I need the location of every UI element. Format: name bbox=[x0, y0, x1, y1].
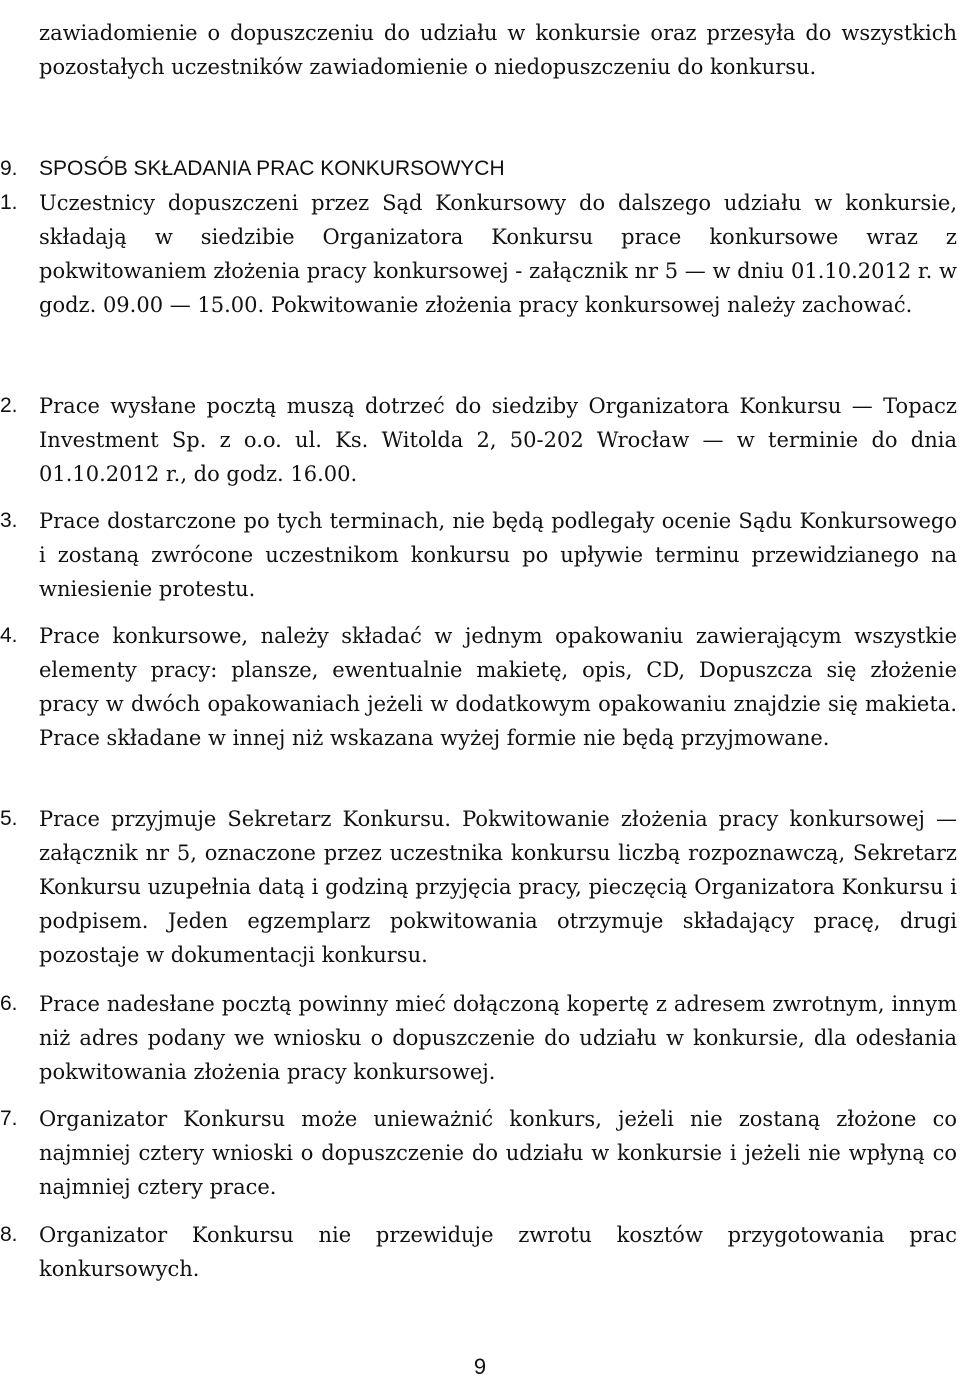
list-item-text: Organizator Konkursu nie przewiduje zwrotu kosztów przygotowania prac konkursowych. bbox=[39, 1223, 957, 1281]
list-item bbox=[0, 1218, 957, 1286]
list-item-text: Organizator Konkursu może unieważnić konkurs, jeżeli nie zostaną złożone co najmniej cztery wnioski o dopuszczenie do udziału w konkursie i jeżeli nie wpłyną co najmniej cztery prace. bbox=[39, 1107, 957, 1199]
list-item-number: 3. bbox=[0, 509, 18, 532]
list-item-text: Prace nadesłane pocztą powinny mieć dołączoną kopertę z adresem zwrotnym, innym niż adres podany we wniosku o dopuszczenie do udziału w konkursie, dla odesłania pokwitowania złożenia pracy konkursowej. bbox=[39, 992, 957, 1084]
list-item bbox=[0, 389, 957, 491]
section-number: 9. bbox=[0, 157, 18, 180]
list-item bbox=[0, 186, 957, 322]
page-number: 9 bbox=[473, 1354, 487, 1379]
list-item-number: 7. bbox=[0, 1107, 18, 1130]
list-item-number: 8. bbox=[0, 1223, 18, 1246]
list-item-text: Prace konkursowe, należy składać w jednym opakowaniu zawierającym wszystkie elementy pracy: plansze, ewentualnie makietę, opis, CD, Dopuszcza się złożenie pracy w dwóch opakowaniach jeżeli w dodatkowym opakowaniu znajdzie się makieta. Prace składane w innej niż wskazana wyżej formie nie będą przyjmowane. bbox=[39, 624, 957, 750]
list-item bbox=[0, 619, 957, 755]
list-item-number: 6. bbox=[0, 992, 18, 1015]
list-item bbox=[0, 802, 957, 972]
list-item-text: Prace przyjmuje Sekretarz Konkursu. Pokwitowanie złożenia pracy konkursowej — załącznik nr 5, oznaczone przez uczestnika konkursu liczbą rozpoznawczą, Sekretarz Konkursu uzupełnia datą i godziną przyjęcia pracy, pieczęcią Organizatora Konkursu i podpisem. Jeden egzemplarz pokwitowania otrzymuje składający pracę, drugi pozostaje w dokumentacji konkursu. bbox=[39, 807, 957, 967]
list-item-text: Prace wysłane pocztą muszą dotrzeć do siedziby Organizatora Konkursu — Topacz Investment Sp. z o.o. ul. Ks. Witolda 2, 50-202 Wrocław — w terminie do dnia 01.10.2012 r., do godz. 16.00. bbox=[39, 394, 957, 486]
list-item-text: Prace dostarczone po tych terminach, nie będą podlegały ocenie Sądu Konkursowego i zostaną zwrócone uczestnikom konkursu po upływie terminu przewidzianego na wniesienie protestu. bbox=[39, 509, 957, 601]
section-heading bbox=[0, 152, 505, 186]
list-item-number: 4. bbox=[0, 624, 18, 647]
list-item-number: 1. bbox=[0, 191, 18, 214]
list-item bbox=[0, 1102, 957, 1204]
list-item-text: Uczestnicy dopuszczeni przez Sąd Konkursowy do dalszego udziału w konkursie, składają w siedzibie Organizatora Konkursu prace konkursowe wraz z pokwitowaniem złożenia pracy konkursowej - załącznik nr 5 — w dniu 01.10.2012 r. w godz. 09.00 — 15.00. Pokwitowanie złożenia pracy konkursowej należy zachować. bbox=[39, 191, 957, 317]
section-title: SPOSÓB SKŁADANIA PRAC KONKURSOWYCH bbox=[39, 157, 505, 180]
intro-paragraph: zawiadomienie o dopuszczeniu do udziału w konkursie oraz przesyła do wszystkich pozostałych uczestników zawiadomienie o niedopuszczeniu do konkursu. bbox=[39, 21, 957, 79]
list-item-number: 2. bbox=[0, 394, 18, 417]
list-item-number: 5. bbox=[0, 807, 18, 830]
list-item bbox=[0, 504, 957, 606]
list-item bbox=[0, 987, 957, 1089]
